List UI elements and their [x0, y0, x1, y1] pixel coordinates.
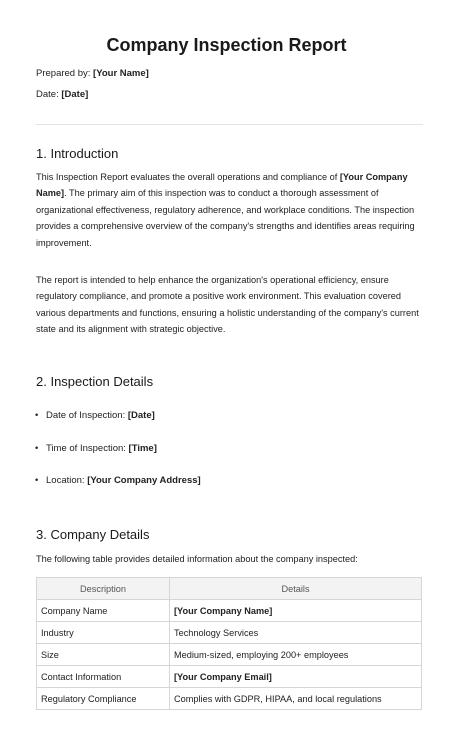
list-item-label: Time of Inspection: [46, 443, 129, 454]
cell-description: Regulatory Compliance [37, 688, 170, 710]
cell-description: Industry [37, 622, 170, 644]
cell-details-value: [Your Company Name] [174, 605, 273, 616]
column-header-description: Description [37, 578, 170, 600]
cell-details: Technology Services [170, 622, 422, 644]
date-line [36, 89, 88, 100]
cell-details [170, 600, 422, 622]
introduction-heading: 1. Introduction [36, 146, 119, 161]
list-item-value: [Time] [128, 443, 157, 454]
list-item [46, 475, 201, 486]
list-item-value: [Date] [127, 410, 155, 421]
list-item-value: [Your Company Address] [87, 475, 201, 486]
table-header-row [37, 578, 422, 600]
prepared-by-line [36, 68, 149, 79]
intro-p1-start: This Inspection Report evaluates the overall operations and compliance of [36, 172, 340, 182]
header-divider [36, 124, 423, 125]
date-label: Date: [36, 89, 62, 100]
cell-description: Contact Information [37, 666, 170, 688]
company-details-table [36, 577, 422, 710]
prepared-by-label: Prepared by: [36, 68, 94, 79]
cell-details: Medium-sized, employing 200+ employees [170, 644, 422, 666]
table-row [37, 666, 422, 688]
table-row [37, 622, 422, 644]
cell-details: Complies with GDPR, HIPAA, and local regulations [170, 688, 422, 710]
list-item [46, 443, 157, 454]
intro-p1-end: . The primary aim of this inspection was to conduct a thorough assessment of organizational effectiveness, regulatory adherence, and workplace conditions. The inspection provides a comprehensive overview of the company's strengths and identifies areas requiring improvement. [36, 188, 415, 248]
company-details-heading: 3. Company Details [36, 527, 150, 542]
cell-details-value: [Your Company Email] [174, 671, 272, 682]
list-item-label: Location: [46, 475, 88, 486]
table-row [37, 600, 422, 622]
table-row [37, 688, 422, 710]
introduction-paragraph-2: The report is intended to help enhance the organization's operational efficiency, ensure regulatory compliance, and promote a positive work environment. This evaluation covered various departments and functions, ensuring a holistic understanding of the company's current state and its alignment with strategic objective. [36, 275, 419, 335]
page-title: Company Inspection Report [106, 35, 347, 55]
table-row [37, 644, 422, 666]
cell-description: Size [37, 644, 170, 666]
cell-description: Company Name [37, 600, 170, 622]
intro-p1-company: [Your Company Name] [36, 172, 408, 199]
cell-details [170, 666, 422, 688]
list-item [46, 410, 155, 421]
introduction-paragraph-1 [36, 169, 424, 251]
prepared-by-value: [Your Name] [93, 68, 149, 79]
column-header-details: Details [170, 578, 422, 600]
inspection-details-heading: 2. Inspection Details [36, 374, 154, 389]
list-item-label: Date of Inspection: [46, 410, 128, 421]
company-details-intro: The following table provides detailed information about the company inspected: [36, 554, 358, 564]
date-value: [Date] [61, 89, 89, 100]
